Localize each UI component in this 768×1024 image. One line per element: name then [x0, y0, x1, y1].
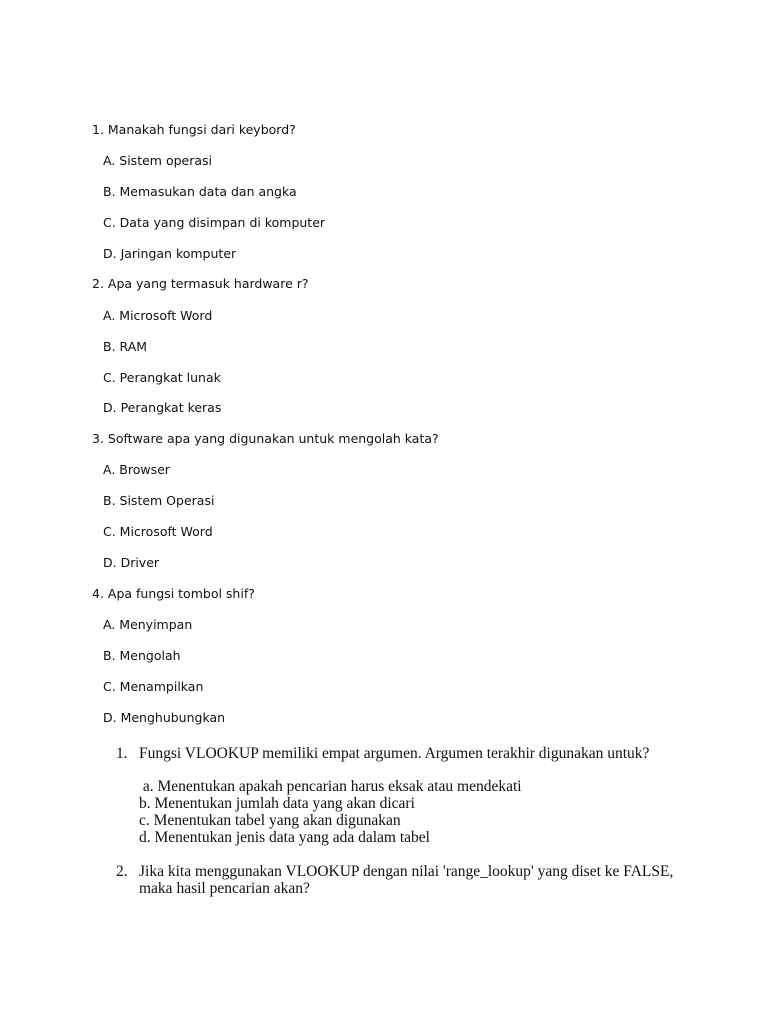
- question-4: 4. Apa fungsi tombol shif?: [92, 586, 255, 601]
- question-3-option-a: A. Browser: [103, 462, 170, 477]
- question-4-option-c: C. Menampilkan: [103, 679, 204, 694]
- question-3-option-c: C. Microsoft Word: [103, 524, 213, 539]
- question-3-option-d: D. Driver: [103, 555, 160, 570]
- numbered-question-1-number: 1.: [116, 745, 128, 762]
- numbered-question-2-text: Jika kita menggunakan VLOOKUP dengan nilai 'range_lookup' yang diset ke FALSE, maka hasil pencarian akan?: [139, 863, 674, 897]
- question-1-option-a: A. Sistem operasi: [103, 153, 212, 168]
- question-4-option-a: A. Menyimpan: [103, 617, 193, 632]
- question-2-option-b: B. RAM: [103, 339, 148, 354]
- question-1-option-c: C. Data yang disimpan di komputer: [103, 215, 326, 230]
- question-1: 1. Manakah fungsi dari keybord?: [92, 122, 296, 137]
- numbered-question-1-options: [139, 778, 522, 846]
- question-2-option-a: A. Microsoft Word: [103, 308, 213, 323]
- numbered-question-1-option-d: d. Menentukan jenis data yang ada dalam tabel: [139, 829, 430, 846]
- question-1-option-d: D. Jaringan komputer: [103, 246, 237, 261]
- numbered-question-1-option-c: c. Menentukan tabel yang akan digunakan: [139, 812, 401, 829]
- question-3: 3. Software apa yang digunakan untuk mengolah kata?: [92, 431, 439, 446]
- question-4-option-b: B. Mengolah: [103, 648, 181, 663]
- numbered-question-1-option-b: b. Menentukan jumlah data yang akan dicari: [139, 795, 415, 812]
- question-2-option-c: C. Perangkat lunak: [103, 370, 221, 385]
- numbered-question-1-option-a: a. Menentukan apakah pencarian harus eksak atau mendekati: [139, 778, 522, 795]
- question-4-option-d: D. Menghubungkan: [103, 710, 226, 725]
- numbered-question-1-text: Fungsi VLOOKUP memiliki empat argumen. Argumen terakhir digunakan untuk?: [139, 745, 650, 762]
- question-2: 2. Apa yang termasuk hardware r?: [92, 276, 309, 291]
- question-2-option-d: D. Perangkat keras: [103, 400, 222, 415]
- numbered-question-2-number: 2.: [116, 863, 128, 880]
- question-1-option-b: B. Memasukan data dan angka: [103, 184, 297, 199]
- question-3-option-b: B. Sistem Operasi: [103, 493, 215, 508]
